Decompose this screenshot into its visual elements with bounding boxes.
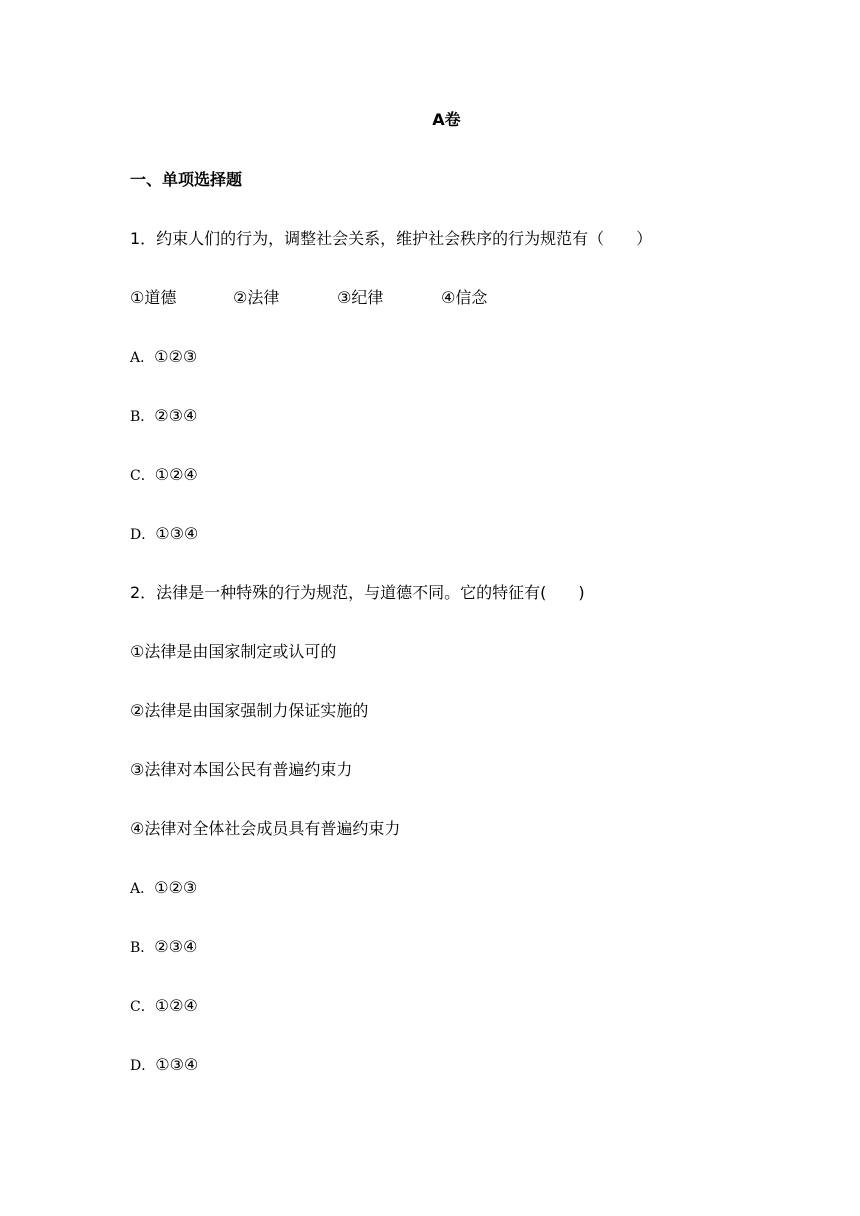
page-title: A卷: [432, 110, 461, 129]
option-text: ①③④: [155, 1055, 199, 1074]
option-letter: C．: [130, 468, 155, 484]
option-letter: C．: [130, 999, 155, 1015]
question-2-option-a: [130, 878, 197, 899]
option-text: ②③④: [154, 406, 198, 425]
statement-4: ④信念: [441, 288, 488, 307]
statement-3: ③纪律: [337, 288, 384, 307]
section-heading: 一、单项选择题: [130, 170, 243, 189]
option-letter: D．: [130, 1058, 156, 1074]
statement-1: ①道德: [130, 288, 177, 307]
option-letter: D．: [130, 527, 156, 543]
question-2-stem: 2．法律是一种特殊的行为规范，与道德不同。它的特征有( ): [130, 583, 585, 602]
option-text: ①②③: [154, 347, 198, 366]
option-letter: B．: [130, 940, 155, 956]
option-text: ②③④: [154, 937, 198, 956]
option-letter: A．: [130, 350, 155, 366]
option-letter: B．: [130, 409, 155, 425]
option-text: ①②③: [154, 878, 198, 897]
question-2-statement-1: ①法律是由国家制定或认可的: [130, 642, 337, 661]
question-2-option-b: [130, 937, 197, 958]
option-text: ①③④: [155, 524, 199, 543]
option-text: ①②④: [154, 465, 198, 484]
statement-2: ②法律: [233, 288, 280, 307]
question-1-stem: 1．约束人们的行为，调整社会关系，维护社会秩序的行为规范有（ ）: [130, 229, 653, 248]
question-1-option-a: [130, 347, 197, 368]
question-1-option-c: [130, 465, 198, 486]
question-2-option-c: [130, 996, 198, 1017]
option-letter: A．: [130, 881, 155, 897]
question-2-statement-4: ④法律对全体社会成员具有普遍约束力: [130, 819, 401, 838]
question-1-option-d: [130, 524, 198, 545]
question-2-statement-3: ③法律对本国公民有普遍约束力: [130, 760, 353, 779]
question-1-option-b: [130, 406, 197, 427]
option-text: ①②④: [154, 996, 198, 1015]
question-2-option-d: [130, 1055, 198, 1076]
question-2-statement-2: ②法律是由国家强制力保证实施的: [130, 701, 369, 720]
